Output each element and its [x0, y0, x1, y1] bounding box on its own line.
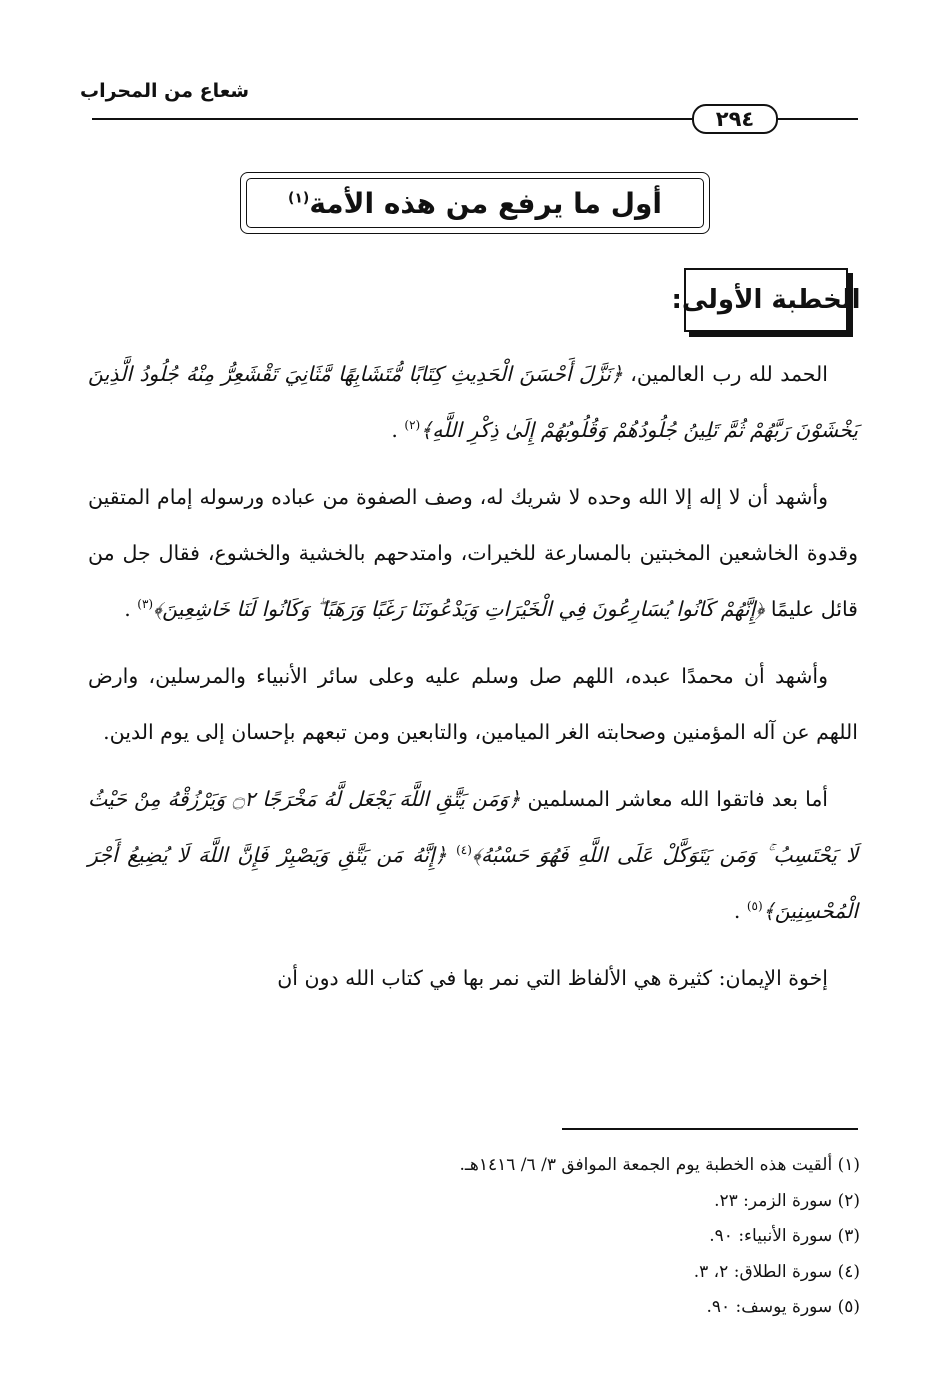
paragraph-text: . — [391, 418, 405, 442]
section-heading: الخطبة الأولى: — [671, 285, 861, 315]
chapter-title — [288, 187, 662, 220]
paragraph-praise — [88, 346, 858, 458]
footnotes — [460, 1148, 860, 1326]
sermon-body — [88, 346, 858, 1017]
paragraph-salutation: وأشهد أن محمدًا عبده، اللهم صل وسلم عليه وعلى سائر الأنبياء والمرسلين، وارض اللهم عن آله المؤمنين وصحابته الغر الميامين، والتابعين ومن تبعهم بإحسان إلى يوم الدين. — [88, 664, 858, 744]
paragraph-exhortation — [88, 771, 858, 939]
footnote-reference: (٤) — [456, 843, 472, 858]
quran-verse: ﴿وَمَن يَتَّقِ اللَّهَ يَجْعَل لَّهُ مَخْرَجًا ۝٢ وَيَرْزُقْهُ مِنْ حَيْثُ لَا يَحْتَسِبُ ۚ وَمَن يَتَوَكَّلْ عَلَى اللَّهِ فَهُوَ حَسْبُهُ﴾ — [88, 787, 858, 867]
chapter-title-footnote-marker: (١) — [287, 190, 310, 207]
footnote-item: (٢) سورة الزمر: ٢٣. — [714, 1190, 860, 1211]
quran-verse: ﴿إِنَّهُ مَن يَتَّقِ وَيَصْبِرْ فَإِنَّ اللَّهَ لَا يُضِيعُ أَجْرَ الْمُحْسِنِينَ﴾ — [88, 843, 858, 923]
running-header-title: شعاع من المحراب — [80, 80, 250, 102]
paragraph-text: أما بعد فاتقوا الله معاشر المسلمين — [520, 787, 828, 811]
quran-verse: ﴿إِنَّهُمْ كَانُوا يُسَارِعُونَ فِي الْخَيْرَاتِ وَيَدْعُونَنَا رَغَبًا وَرَهَبًا ۖ وَكَانُوا لَنَا خَاشِعِينَ﴾ — [153, 597, 765, 621]
paragraph-text: وأشهد أن لا إله إلا الله وحده لا شريك له، وصف الصفوة من عباده ورسوله إمام المتقين وقدوة الخاشعين المخبتين بالمسارعة للخيرات، وامتدحهم بالخشية والخشوع، فقال جل من قائل عليمًا — [88, 485, 858, 621]
footnote-reference: (٣) — [137, 597, 154, 612]
footnote-item: (٣) سورة الأنبياء: ٩٠. — [709, 1226, 860, 1246]
section-heading-box — [671, 268, 861, 332]
chapter-title-text: أول ما يرفع من هذه الأمة — [309, 186, 663, 220]
page-number: ٢٩٤ — [692, 104, 778, 134]
quran-verse: ﴿نَزَّلَ أَحْسَنَ الْحَدِيثِ كِتَابًا مُّتَشَابِهًا مَّثَانِيَ تَقْشَعِرُّ مِنْهُ جُلُودُ الَّذِينَ يَخْشَوْنَ رَبَّهُمْ ثُمَّ تَلِينُ جُلُودُهُمْ وَقُلُوبُهُمْ إِلَىٰ ذِكْرِ اللَّهِ﴾ — [88, 362, 858, 442]
footnote-separator — [562, 1128, 858, 1130]
chapter-title-box — [240, 172, 710, 234]
paragraph-text: الحمد لله رب العالمين، — [622, 362, 828, 386]
paragraph-text: . — [124, 597, 138, 621]
paragraph-testimony — [88, 469, 858, 637]
footnote-item: (٤) سورة الطلاق: ٢، ٣. — [693, 1261, 860, 1282]
paragraph-text: . — [733, 899, 747, 923]
footnote-reference: (٢) — [404, 418, 421, 433]
footnote-item: (٥) سورة يوسف: ٩٠. — [706, 1297, 860, 1317]
footnote-reference: (٥) — [746, 899, 763, 914]
paragraph-brothers: إخوة الإيمان: كثيرة هي الألفاظ التي نمر بها في كتاب الله دون أن — [277, 966, 828, 990]
footnote-item: (١) ألقيت هذه الخطبة يوم الجمعة الموافق ٣/ ٦/ ١٤١٦هـ. — [459, 1155, 860, 1175]
